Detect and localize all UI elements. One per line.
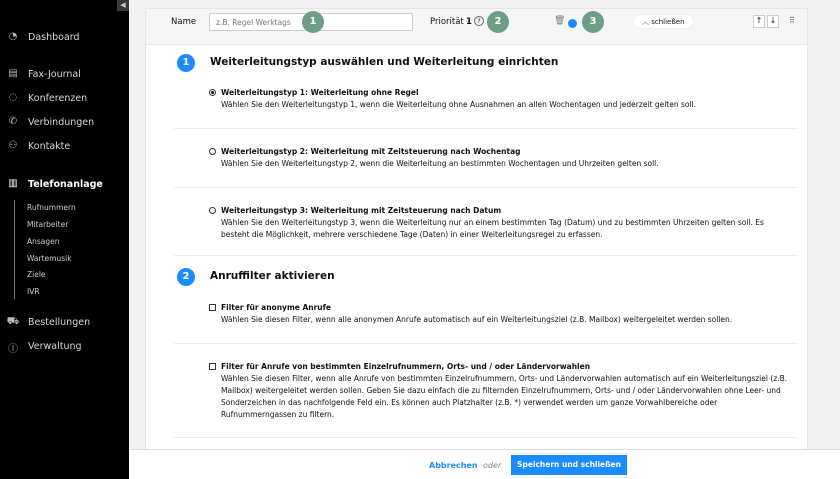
forwarding-type-2-option[interactable] (210, 146, 790, 170)
anonymous-filter-option[interactable] (210, 302, 790, 326)
chat-icon: ◌ (8, 92, 18, 103)
trash-icon[interactable]: 🗑 (554, 16, 566, 26)
radio-button[interactable] (209, 207, 216, 214)
section-title: Anruffilter aktivieren (210, 270, 335, 282)
option-title: Weiterleitungstyp 1: Weiterleitung ohne Regel (221, 88, 419, 97)
contacts-icon: ⚇ (8, 140, 18, 151)
collapse-button[interactable] (633, 14, 694, 29)
or-label: oder (483, 461, 502, 470)
callout-badge-1: 1 (302, 11, 324, 33)
sidebar (0, 0, 129, 479)
option-desc: Wählen Sie diesen Filter, wenn alle Anrufe von bestimmten Einzelrufnummern, Orts- und Ländervorwahlen automatisch auf ein Weiterleitungsziel (z.B. Mailbox) weitergeleitet werden sollen. Geben Sie dazu einfach die zu filternden Einzelrufnummern, Orts- und / oder Ländervorwahlen ohne Leer- und Sonderzeichen in das nachfolgende Feld ein. Es können auch Platzhalter (z.B. *) verwendet werden um ganze Vorwahlbereiche oder Rufnummerngassen zu filtern. (221, 374, 788, 419)
radio-button[interactable] (209, 148, 216, 155)
chevron-up-icon: ︿ (642, 18, 649, 26)
help-icon[interactable]: ? (474, 16, 484, 26)
divider (174, 255, 798, 256)
option-desc: Wählen Sie diesen Filter, wenn alle anonymen Anrufe automatisch auf ein Weiterleitungsziel (z.B. Mailbox) weitergeleitet werden sollen. (221, 315, 733, 324)
option-title: Filter für Anrufe von bestimmten Einzelrufnummern, Orts- und / oder Ländervorwahlen (221, 362, 591, 371)
name-label: Name (171, 17, 197, 27)
sidebar-sub-rufnummern[interactable]: Rufnummern (27, 203, 76, 212)
divider (174, 187, 798, 188)
forwarding-rule-card (145, 8, 808, 450)
gauge-icon: ◔ (8, 31, 18, 42)
nav-label: Verwaltung (28, 340, 82, 352)
section-number: 1 (177, 54, 195, 72)
collapse-label: schließen (651, 18, 685, 26)
section-number: 2 (177, 268, 195, 286)
collapse-sidebar-button[interactable]: ◀ (117, 0, 129, 11)
callout-badge-2: 2 (487, 11, 509, 33)
cart-icon: ⛟ (6, 316, 20, 327)
forwarding-type-1-option[interactable] (210, 87, 790, 111)
option-title: Weiterleitungstyp 3: Weiterleitung mit Zeitsteuerung nach Datum (221, 206, 502, 215)
nav-label: Telefonanlage (28, 178, 103, 190)
sidebar-sub-ivr[interactable]: IVR (27, 287, 40, 296)
submenu-line (14, 200, 15, 299)
sidebar-item-dashboard[interactable] (6, 31, 80, 43)
forwarding-type-3-option[interactable] (210, 205, 790, 241)
callout-badge-3: 3 (582, 11, 604, 33)
sidebar-sub-ansagen[interactable]: Ansagen (27, 237, 60, 246)
checkbox[interactable] (209, 363, 216, 370)
sidebar-item-bestellungen[interactable] (6, 316, 90, 328)
save-and-close-button[interactable]: Speichern und schließen (511, 455, 627, 475)
option-title: Weiterleitungstyp 2: Weiterleitung mit Zeitsteuerung nach Wochentag (221, 147, 521, 156)
divider (174, 343, 798, 344)
sidebar-sub-wartemusik[interactable]: Wartemusik (27, 254, 72, 263)
rule-header (146, 9, 807, 45)
nav-label: Dashboard (28, 31, 80, 43)
cancel-link[interactable]: Abbrechen (429, 461, 478, 470)
divider (174, 437, 798, 438)
nav-label: Konferenzen (28, 92, 88, 104)
sidebar-sub-ziele[interactable]: Ziele (27, 270, 46, 279)
option-title: Filter für anonyme Anrufe (221, 303, 331, 312)
drag-handle-icon[interactable]: ⠿ (789, 16, 795, 25)
sidebar-item-verwaltung[interactable] (6, 340, 82, 355)
nav-label: Kontakte (28, 140, 71, 152)
nav-label: Verbindungen (28, 116, 95, 128)
move-up-button[interactable]: ↑ (753, 15, 765, 28)
section-title: Weiterleitungstyp auswählen und Weiterleitung einrichten (210, 56, 559, 68)
nav-label: Fax-Journal (28, 68, 81, 80)
priority-label: Priorität (430, 17, 464, 27)
move-down-button[interactable]: ↓ (767, 15, 779, 28)
user-icon: Ⓘ (8, 344, 18, 355)
sidebar-sub-mitarbeiter[interactable]: Mitarbeiter (27, 220, 69, 229)
nav-label: Bestellungen (28, 316, 91, 328)
sidebar-item-konferenzen[interactable] (6, 92, 87, 104)
sidebar-item-fax-journal[interactable] (6, 68, 81, 80)
radio-button[interactable] (209, 89, 216, 96)
status-dot[interactable] (568, 19, 577, 28)
telephone-system-icon: ▥ (8, 178, 18, 189)
divider (174, 128, 798, 129)
sidebar-item-telefonanlage[interactable] (6, 178, 103, 190)
priority-value: 1 (466, 17, 472, 27)
checkbox[interactable] (209, 304, 216, 311)
option-desc: Wählen Sie den Weiterleitungstyp 3, wenn die Weiterleitung nur an einem bestimmten Tag (Datum) und zu bestimmten Uhrzeiten gelten soll. Es besteht die Möglichkeit, mehrere verschiedene Tage (Daten) in einer Weiterleitungsregel zu erfassen. (221, 218, 764, 239)
option-desc: Wählen Sie den Weiterleitungstyp 1, wenn die Weiterleitung ohne Ausnahmen an allen Wochentagen und jederzeit gelten soll. (221, 100, 697, 109)
sidebar-item-kontakte[interactable] (6, 140, 70, 152)
sidebar-item-verbindungen[interactable] (6, 116, 94, 128)
printer-icon: ▤ (8, 68, 18, 79)
phone-icon: ✆ (8, 116, 18, 127)
footer-bar (129, 449, 840, 479)
option-desc: Wählen Sie den Weiterleitungstyp 2, wenn die Weiterleitung an bestimmten Wochentagen und Uhrzeiten gelten soll. (221, 159, 659, 168)
number-filter-option[interactable] (210, 361, 790, 421)
